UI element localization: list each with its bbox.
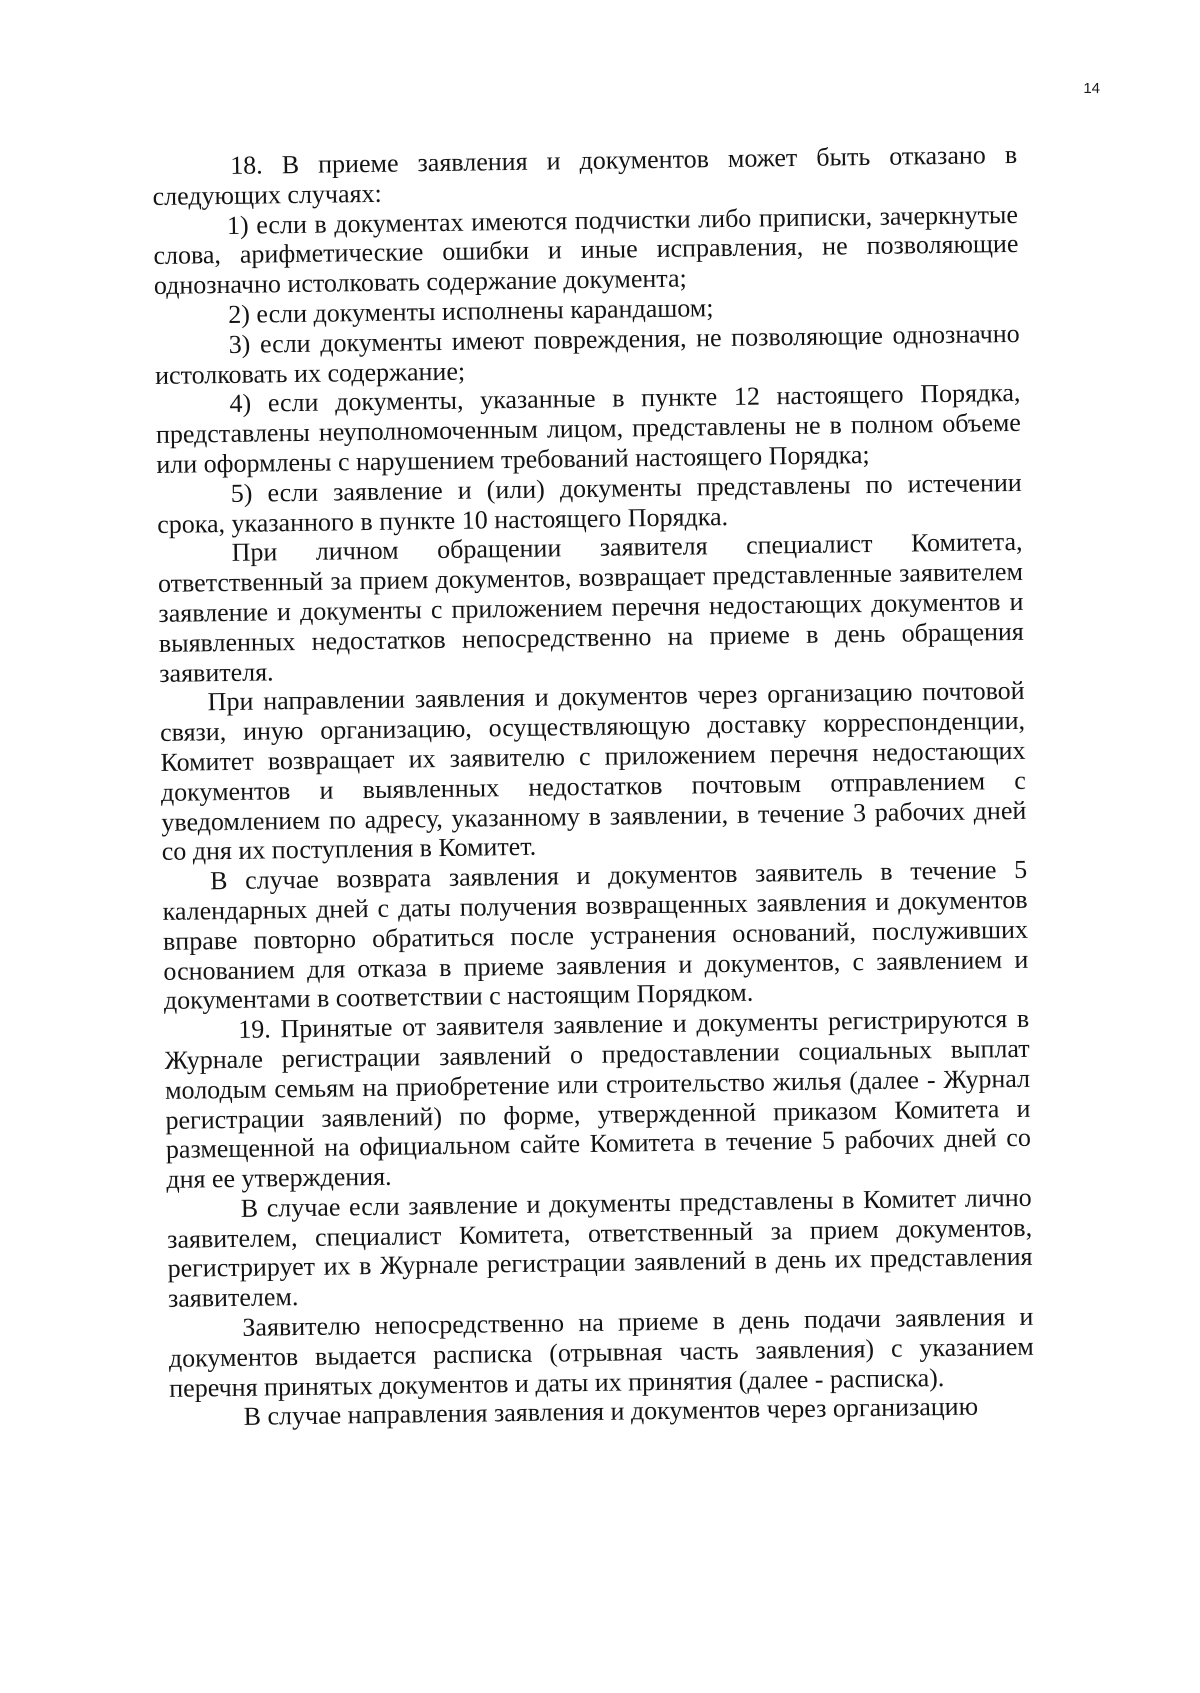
paragraph-refusal-grounds: 18. В приеме заявления и документов может быть отказано в следующих случаях: (152, 139, 1018, 211)
page-number: 14 (1083, 80, 1100, 97)
paragraph-personal-appeal: При личном обращении заявителя специалист Комитета, ответственный за прием документов, возвращает представленные заявителем заявление и документы с приложением перечня недостающих документов и выявленных недостатков непосредственно на приеме в день обращения заявителя. (157, 527, 1024, 688)
paragraph-postal-return: При направлении заявления и документов через организацию почтовой связи, иную организацию, осуществляющую доставку корреспонденции, Комитет возвращает их заявителю с приложением перечня недостающих документов и выявленных недостатков почтовым отправлением с уведомлением по адресу, указанному в заявлении, в течение 3 рабочих дней со дня их поступления в Комитет. (159, 676, 1027, 867)
paragraph-item-4: 4) если документы, указанные в пункте 12 настоящего Порядка, представлены неуполномоченным лицом, представлены не в полном объеме или оформлены с нарушением требований настоящего Порядка; (155, 378, 1022, 479)
paragraph-registration: 19. Принятые от заявителя заявление и документы регистрируются в Журнале регистрации заявлений о предоставлении социальных выплат молодым семьям на приобретение или строительство жилья (далее - Журнал регистрации заявлений) по форме, утвержденной приказом Комитета и размещенной на официальном сайте Комитета в течение 5 рабочих дней со дня ее утверждения. (164, 1003, 1032, 1194)
paragraph-postal-submission: В случае направления заявления и документов через организацию (243, 1392, 979, 1432)
paragraph-receipt: Заявителю непосредственно на приеме в день подачи заявления и документов выдается расписка (отрывная часть заявления) с указанием перечня принятых документов и даты их принятия (далее - расписка). (168, 1301, 1034, 1403)
paragraph-item-3: 3) если документы имеют повреждения, не позволяющие однозначно истолковать их содержание; (154, 318, 1020, 390)
paragraph-item-5: 5) если заявление и (или) документы представлены по истечении срока, указанного в пункте 10 настоящего Порядка. (156, 467, 1022, 539)
paragraph-reapplication: В случае возврата заявления и документов заявитель в течение 5 календарных дней с даты получения возвращенных заявления и документов вправе повторно обратиться после устранения оснований, послуживших основанием для отказа в приеме заявления и документов, с заявлением и документами в соответствии с настоящим Порядком. (162, 854, 1029, 1016)
document-body (152, 140, 1035, 1433)
paragraph-item-1: 1) если в документах имеются подчистки либо приписки, зачеркнутые слова, арифметические ошибки и иные исправления, не позволяющие однозначно истолковать содержание документа; (153, 199, 1019, 301)
paragraph-personal-registration: В случае если заявление и документы представлены в Комитет лично заявителем, специалист Комитета, ответственный за прием документов, регистрирует их в Журнале регистрации заявлений в день их представления заявителем. (166, 1182, 1033, 1314)
paragraph-item-2: 2) если документы исполнены карандашом; (228, 293, 714, 329)
